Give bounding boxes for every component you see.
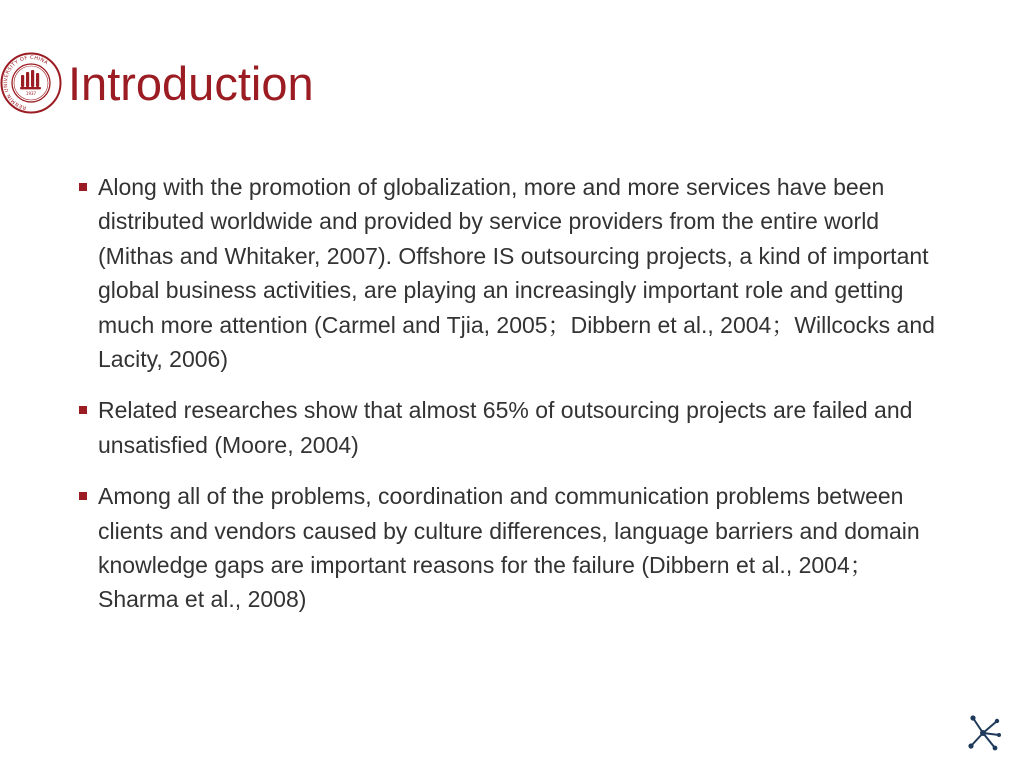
network-nodes-icon (964, 710, 1004, 754)
university-seal-icon (0, 52, 62, 114)
bullet-item-problems (76, 479, 936, 617)
seal-year: 1937 (25, 91, 37, 96)
bullet-item-failure-rate (76, 393, 936, 462)
slide-title: Introduction (68, 57, 314, 110)
square-bullet-icon (79, 183, 87, 191)
square-bullet-icon (79, 406, 87, 414)
bullet-text: Among all of the problems, coordination and communication problems between clients and vendors caused by culture differences, language barriers and domain knowledge gaps are important reasons for the failure (Dibbern et al., 2004；Sharma et al., 2008) (98, 483, 920, 613)
bullet-text: Along with the promotion of globalization, more and more services have been distributed worldwide and provided by service providers from the entire world (Mithas and Whitaker, 2007). Offshore IS outsourcing projects, a kind of important global business activities, are playing an increasingly important role and getting much more attention (Carmel and Tjia, 2005；Dibbern et al., 2004；Willcocks and Lacity, 2006) (98, 174, 935, 373)
bullet-item-globalization (76, 170, 936, 376)
bullet-text: Related researches show that almost 65% of outsourcing projects are failed and unsatisfied (Moore, 2004) (98, 397, 913, 458)
bullet-list (76, 170, 936, 634)
square-bullet-icon (79, 492, 87, 500)
seal-ring-text: RENMIN UNIVERSITY OF CHINA (2, 54, 50, 111)
